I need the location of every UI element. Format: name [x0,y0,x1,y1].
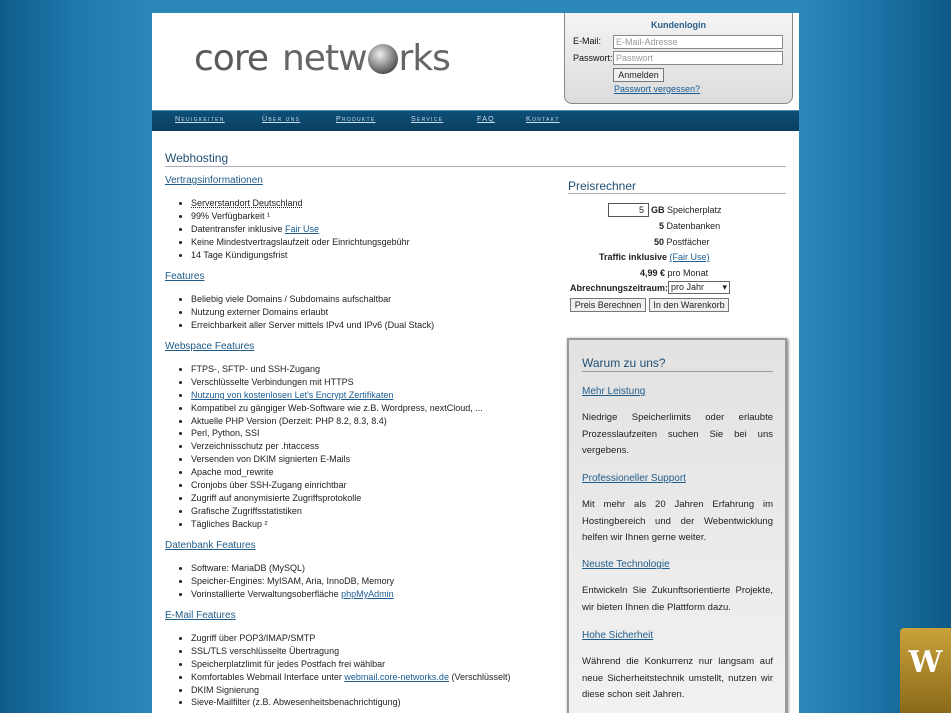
list-item: • Vorinstallierte Verwaltungsoberfläche phpMyAdmin [191,588,394,601]
db-row: 5 Datenbanken [659,221,721,231]
logo-core: core [194,38,268,79]
login-title: Kundenlogin [651,20,706,30]
list-item: • Versenden von DKIM signierten E-Mails [191,453,483,466]
list-item: • Verschlüsselte Verbindungen mit HTTPS [191,376,483,389]
traffic-fair-use-link[interactable]: (Fair Use) [669,252,710,262]
list-item: • Perl, Python, SSI [191,427,483,440]
list-item: • Erreichbarkeit aller Server mittels IPv4 und IPv6 (Dual Stack) [191,319,434,332]
password-label: Passwort: [573,53,613,63]
list-features [178,293,434,332]
fair-use-link[interactable]: Fair Use [285,223,320,234]
list-item: • Beliebig viele Domains / Subdomains aufschaltbar [191,293,434,306]
list-item: • Aktuelle PHP Version (Derzeit: PHP 8.2, 8.3, 8.4) [191,415,483,428]
email-label: E-Mail: [573,36,602,46]
page-container [152,13,799,713]
list-datenbank [178,562,394,601]
list-item: • SSL/TLS verschlüsselte Übertragung [191,645,510,658]
nav-produkte[interactable]: Produkte [336,116,376,123]
why-heading-technologie[interactable]: Neuste Technologie [582,559,670,570]
list-item: • Speicher-Engines: MyISAM, Aria, InnoDB, Memory [191,575,394,588]
password-field[interactable]: Passwort [613,51,783,65]
email-field[interactable]: E-Mail-Adresse [613,35,783,49]
why-text-sicherheit: Während die Konkurrenz nur langsam auf neue Sicherheitstechnik umstellt, nutzen wir diese schon seit Jahren. [582,656,773,700]
list-item: • Software: MariaDB (MySQL) [191,562,394,575]
why-text-leistung: Niedrige Speicherlimits oder erlaubte Prozesslaufzeiten suchen Sie bei uns vergebens. [582,412,773,456]
list-item: • Nutzung externer Domains erlaubt [191,306,434,319]
list-webspace [178,363,483,531]
price-row: 4,99 € pro Monat [640,268,709,278]
traffic-row: Traffic inklusive (Fair Use) [599,252,710,262]
why-heading-sicherheit[interactable]: Hohe Sicherheit [582,630,654,641]
section-features[interactable]: Features [165,271,205,282]
preisrechner-title: Preisrechner [568,179,786,194]
forgot-password-link[interactable]: Passwort vergessen? [614,84,701,94]
phpmyadmin-link[interactable]: phpMyAdmin [341,588,394,599]
section-datenbank[interactable]: Datenbank Features [165,540,256,551]
login-box [564,13,793,104]
why-heading-support[interactable]: Professioneller Support [582,473,686,484]
calc-price-button[interactable]: Preis Berechnen [570,298,646,312]
logo-networks-b: rks [398,38,450,79]
why-text-technologie: Entwickeln Sie Zukunftsorientierte Projekte, wir bieten Ihnen die Plattform dazu. [582,585,773,613]
why-title: Warum zu uns? [582,356,773,372]
logo[interactable] [194,37,450,79]
list-item: • 99% Verfügbarkeit ¹ [191,210,410,223]
nav-neuigkeiten[interactable]: Neuigkeiten [175,116,225,123]
add-to-cart-button[interactable]: In den Warenkorb [649,298,729,312]
list-item: • Apache mod_rewrite [191,466,483,479]
webmail-link[interactable]: webmail.core-networks.de [344,671,449,682]
storage-label: GB Speicherplatz [651,205,722,215]
nav-ueber-uns[interactable]: Über uns [262,116,301,123]
section-webspace[interactable]: Webspace Features [165,341,255,352]
why-text-support: Mit mehr als 20 Jahren Erfahrung im Hostingbereich und der Webentwicklung helfen wir Ihnen gerne weiter. [582,499,773,543]
chevron-down-icon: ▾ [722,282,727,292]
list-item: • Grafische Zugriffsstatistiken [191,505,483,518]
list-item: • Zugriff auf anonymisierte Zugriffsprotokolle [191,492,483,505]
price-value: 4,99 € [640,268,666,278]
list-item: • Serverstandort Deutschland [191,197,410,210]
nav-faq[interactable]: FAQ [477,116,495,123]
list-item: • DKIM Signierung [191,684,510,697]
logo-networks-a: netw [281,38,367,79]
section-email[interactable]: E-Mail Features [165,610,236,621]
globe-icon [368,44,398,74]
section-vertragsinformationen[interactable]: Vertragsinformationen [165,175,263,186]
list-item: • Verzeichnisschutz per .htaccess [191,440,483,453]
list-vertrag [178,197,410,261]
main-nav [152,110,799,131]
list-item: • Cronjobs über SSH-Zugang einrichtbar [191,479,483,492]
why-us-box [567,338,787,713]
header [152,13,799,110]
list-item: • FTPS-, SFTP- und SSH-Zugang [191,363,483,376]
list-item: • Kompatibel zu gängiger Web-Software wie z.B. Wordpress, nextCloud, ... [191,402,483,415]
login-button[interactable]: Anmelden [613,68,664,82]
page-title: Webhosting [165,151,786,167]
list-item: • Komfortables Webmail Interface unter webmail.core-networks.de (Verschlüsselt) [191,671,510,684]
list-item: • Sieve-Mailfilter (z.B. Abwesenheitsbenachrichtigung) [191,696,510,709]
list-email [178,632,510,709]
period-select[interactable]: pro Jahr ▾ [668,281,730,294]
list-item: • 14 Tage Kündigungsfrist [191,249,410,262]
list-item: • Speicherplatzlimit für jedes Postfach frei wählbar [191,658,510,671]
mail-row: 50 Postfächer [654,237,710,247]
nav-kontakt[interactable]: Kontakt [526,116,560,123]
list-item [191,389,483,402]
nav-service[interactable]: Service [411,116,444,123]
period-label: Abrechnungszeitraum: [570,283,669,293]
storage-input[interactable]: 5 [608,203,649,217]
list-item: • Tägliches Backup ² [191,518,483,531]
webhosting-badge-logo: W [900,628,951,713]
letsencrypt-link[interactable]: Nutzung von kostenlosen Let's Encrypt Zertifikaten [191,389,394,400]
list-item: • Zugriff über POP3/IMAP/SMTP [191,632,510,645]
list-item: • Datentransfer inklusive Fair Use [191,223,410,236]
why-heading-leistung[interactable]: Mehr Leistung [582,386,646,397]
list-item: • Keine Mindestvertragslaufzeit oder Einrichtungsgebühr [191,236,410,249]
